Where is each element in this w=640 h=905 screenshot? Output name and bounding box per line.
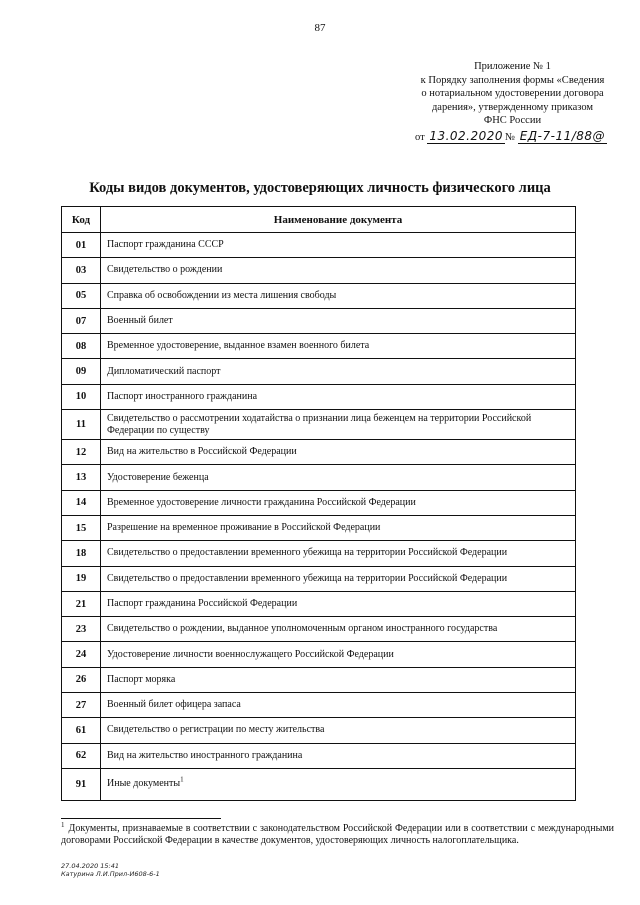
table-row bbox=[62, 667, 576, 692]
document-name: Паспорт гражданина СССР bbox=[101, 233, 576, 258]
document-code: 91 bbox=[62, 768, 101, 800]
document-title: Коды видов документов, удостоверяющих личность физического лица bbox=[89, 180, 551, 196]
document-code: 23 bbox=[62, 617, 101, 642]
table-row bbox=[62, 258, 576, 283]
table-row bbox=[62, 617, 576, 642]
stamp-timestamp: 27.04.2020 15:41 bbox=[61, 862, 120, 870]
document-name: Удостоверение беженца bbox=[101, 465, 576, 490]
document-code: 09 bbox=[62, 359, 101, 384]
document-name: Свидетельство о предоставлении временного убежища на территории Российской Федерации bbox=[101, 566, 576, 591]
order-reference bbox=[405, 130, 620, 145]
document-code: 13 bbox=[62, 465, 101, 490]
order-prefix: от bbox=[415, 131, 425, 143]
table-row bbox=[62, 768, 576, 800]
document-code: 10 bbox=[62, 384, 101, 409]
appendix-line: дарения», утвержденному приказом bbox=[431, 101, 594, 113]
table-row bbox=[62, 384, 576, 409]
document-code: 61 bbox=[62, 718, 101, 743]
document-name: Свидетельство о регистрации по месту жительства bbox=[101, 718, 576, 743]
document-name: Временное удостоверение личности гражданина Российской Федерации bbox=[101, 490, 576, 515]
document-name: Паспорт моряка bbox=[101, 667, 576, 692]
document-name: Удостоверение личности военнослужащего Российской Федерации bbox=[101, 642, 576, 667]
table-row bbox=[62, 515, 576, 540]
table-row bbox=[62, 541, 576, 566]
table-row bbox=[62, 743, 576, 768]
document-name: Вид на жительство иностранного гражданина bbox=[101, 743, 576, 768]
document-name: Свидетельство о рождении bbox=[101, 258, 576, 283]
document-code: 03 bbox=[62, 258, 101, 283]
page-number: 87 bbox=[314, 22, 326, 34]
table-row bbox=[62, 490, 576, 515]
document-code: 62 bbox=[62, 743, 101, 768]
document-code: 18 bbox=[62, 541, 101, 566]
table-row bbox=[62, 440, 576, 465]
table-row bbox=[62, 693, 576, 718]
document-code: 15 bbox=[62, 515, 101, 540]
name-column-header: Наименование документа bbox=[101, 207, 576, 233]
table-row bbox=[62, 410, 576, 440]
order-number: ЕД-7-11/88@ bbox=[519, 128, 606, 143]
footnote-mark: 1 bbox=[61, 820, 65, 829]
appendix-line: о нотариальном удостоверении договора bbox=[421, 88, 604, 99]
document-code: 14 bbox=[62, 490, 101, 515]
table-row bbox=[62, 233, 576, 258]
table-row bbox=[62, 283, 576, 308]
document-name: Военный билет офицера запаса bbox=[101, 693, 576, 718]
document-name: Свидетельство о рассмотрении ходатайства о признании лица беженцем на территории Российской Федерации по существу bbox=[101, 410, 576, 440]
document-name: Вид на жительство в Российской Федерации bbox=[101, 440, 576, 465]
document-name: Свидетельство о предоставлении временного убежища на территории Российской Федерации bbox=[101, 541, 576, 566]
table-row bbox=[62, 308, 576, 333]
table-row bbox=[62, 334, 576, 359]
document-name: Временное удостоверение, выданное взамен военного билета bbox=[101, 334, 576, 359]
print-stamp bbox=[61, 862, 160, 878]
document-name: Справка об освобождении из места лишения свободы bbox=[101, 283, 576, 308]
table-row bbox=[62, 591, 576, 616]
document-code: 11 bbox=[62, 410, 101, 440]
document-code: 21 bbox=[62, 591, 101, 616]
appendix-line: ФНС России bbox=[483, 115, 542, 126]
document-name: Военный билет bbox=[101, 308, 576, 333]
footnote bbox=[61, 820, 614, 847]
table-row bbox=[62, 359, 576, 384]
table-row bbox=[62, 718, 576, 743]
code-column-header: Код bbox=[62, 207, 101, 233]
table-row bbox=[62, 642, 576, 667]
footnote-reference: 1 bbox=[180, 776, 184, 785]
table-header-row bbox=[62, 207, 576, 233]
table-row bbox=[62, 465, 576, 490]
document-code: 27 bbox=[62, 693, 101, 718]
appendix-block bbox=[405, 60, 620, 144]
document-code: 07 bbox=[62, 308, 101, 333]
table-row bbox=[62, 566, 576, 591]
document-codes-table bbox=[61, 206, 576, 801]
document-name: Разрешение на временное проживание в Российской Федерации bbox=[101, 515, 576, 540]
appendix-line: Приложение № 1 bbox=[474, 61, 551, 72]
document-name: Паспорт гражданина Российской Федерации bbox=[101, 591, 576, 616]
stamp-file-reference: Катурина Л.И.Прил-И608-6-1 bbox=[61, 870, 160, 878]
document-code: 01 bbox=[62, 233, 101, 258]
document-name: Дипломатический паспорт bbox=[101, 359, 576, 384]
document-code: 08 bbox=[62, 334, 101, 359]
appendix-line: к Порядку заполнения формы «Сведения bbox=[420, 74, 605, 86]
footnote-text: Документы, признаваемые в соответствии с законодательством Российской Федерации или в соответствии с международными договорами Российской Федерации в качестве документов, удостоверяющих личность налогоплательщика. bbox=[61, 823, 614, 846]
order-number-sign: № bbox=[505, 131, 516, 143]
document-code: 05 bbox=[62, 283, 101, 308]
document-code: 19 bbox=[62, 566, 101, 591]
document-name-text: Иные документы bbox=[107, 778, 181, 790]
document-name: Свидетельство о рождении, выданное уполномоченным органом иностранного государства bbox=[101, 617, 576, 642]
document-code: 24 bbox=[62, 642, 101, 667]
document-code: 26 bbox=[62, 667, 101, 692]
order-date: 13.02.2020 bbox=[429, 128, 504, 143]
footnote-divider bbox=[61, 818, 221, 819]
document-name bbox=[101, 768, 576, 800]
document-name: Паспорт иностранного гражданина bbox=[101, 384, 576, 409]
document-code: 12 bbox=[62, 440, 101, 465]
